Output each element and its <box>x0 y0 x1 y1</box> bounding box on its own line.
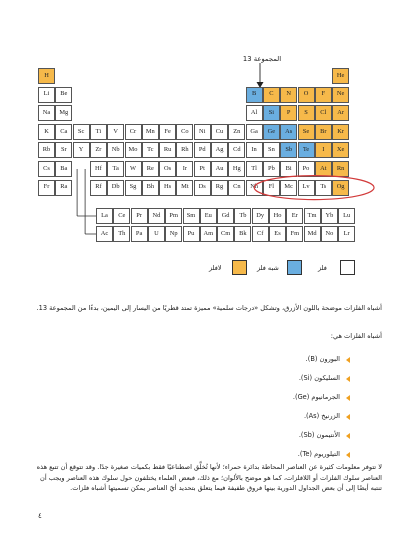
element-cell-al: Al <box>246 105 263 121</box>
element-cell-es: Es <box>269 226 286 242</box>
element-cell-ti: Ti <box>90 124 107 140</box>
list-item <box>230 355 350 365</box>
legend-nonmetal-label: لافلز <box>209 264 222 272</box>
element-cell-db: Db <box>107 180 124 196</box>
element-cell-tm: Tm <box>304 208 321 224</box>
list-item <box>230 412 350 422</box>
element-cell-sm: Sm <box>183 208 200 224</box>
element-cell-f: F <box>315 87 332 103</box>
element-cell-se: Se <box>298 124 315 140</box>
element-cell-pt: Pt <box>194 161 211 177</box>
legend-nonmetal-swatch <box>232 260 247 275</box>
element-cell-kr: Kr <box>332 124 349 140</box>
element-cell-rb: Rb <box>38 142 55 158</box>
element-cell-pr: Pr <box>131 208 148 224</box>
element-cell-si: Si <box>263 105 280 121</box>
element-cell-au: Au <box>211 161 228 177</box>
element-cell-w: W <box>125 161 142 177</box>
element-cell-ba: Ba <box>55 161 72 177</box>
element-cell-re: Re <box>142 161 159 177</box>
element-cell-ds: Ds <box>194 180 211 196</box>
element-cell-pd: Pd <box>194 142 211 158</box>
element-cell-u: U <box>148 226 165 242</box>
bullet-triangle-icon <box>346 395 350 401</box>
paragraph-red-circle-note: لا تتوفر معلومات كثيرة عن العناصر المحاطة بدائرة حمراء؛ لأنها تُخلَّق اصطناعيًا فقط بكميات صغيرة جدًا. وقد تتوقع أن تتبع هذه العناصر سلوك الفلزات أو اللافلزات، كما هو موضح بالألوان؛ مع ذلك، فبعض العلماء يختلفون حول سلوك هذه العناصر ويجب أن تنتبه أيضًا إلى أن بعض الجداول الدورية بينها فروق طفيفة فيما يتعلق بتحديد أيّ العناصر يمكن تسميتها أشباه فلزات. <box>36 463 382 492</box>
element-cell-in: In <box>246 142 263 158</box>
element-cell-y: Y <box>73 142 90 158</box>
element-cell-he: He <box>332 68 349 84</box>
legend-metalloid-label: شبه فلز <box>257 264 279 272</box>
element-cell-co: Co <box>176 124 193 140</box>
bullet-triangle-icon <box>346 357 350 363</box>
element-cell-tl: Tl <box>246 161 263 177</box>
paragraph-metalloids-intro: أشباه الفلزات موضحة باللون الأزرق، وتشكل «درجات سلمية» مميزة تمتد قطريًا من اليسار إلى اليمين، بدءًا من المجموعة 13. <box>36 304 382 312</box>
element-cell-i: I <box>315 142 332 158</box>
element-cell-as: As <box>280 124 297 140</box>
element-cell-ac: Ac <box>96 226 113 242</box>
element-cell-s: S <box>298 105 315 121</box>
bullet-triangle-icon <box>346 376 350 382</box>
element-cell-ru: Ru <box>159 142 176 158</box>
list-item <box>230 374 350 384</box>
element-cell-k: K <box>38 124 55 140</box>
element-cell-pu: Pu <box>183 226 200 242</box>
element-cell-yb: Yb <box>321 208 338 224</box>
element-cell-h: H <box>38 68 55 84</box>
element-cell-zr: Zr <box>90 142 107 158</box>
element-cell-cs: Cs <box>38 161 55 177</box>
legend-metal-swatch <box>340 260 355 275</box>
element-cell-o: O <box>298 87 315 103</box>
element-cell-hs: Hs <box>159 180 176 196</box>
element-cell-cf: Cf <box>252 226 269 242</box>
element-cell-cm: Cm <box>217 226 234 242</box>
element-cell-am: Am <box>200 226 217 242</box>
element-cell-nb: Nb <box>107 142 124 158</box>
legend-metal-label: فلز <box>318 264 327 272</box>
element-cell-mo: Mo <box>125 142 142 158</box>
list-item-label: الجرمانيوم (Ge). <box>292 393 340 401</box>
element-cell-mg: Mg <box>55 105 72 121</box>
element-cell-mt: Mt <box>176 180 193 196</box>
element-cell-mc: Mc <box>280 180 297 196</box>
element-cell-nd: Nd <box>148 208 165 224</box>
element-cell-po: Po <box>298 161 315 177</box>
element-cell-ts: Ts <box>315 180 332 196</box>
element-cell-og: Og <box>332 180 349 196</box>
element-cell-at: At <box>315 161 332 177</box>
element-cell-ir: Ir <box>176 161 193 177</box>
element-cell-ra: Ra <box>55 180 72 196</box>
bullet-triangle-icon <box>346 414 350 420</box>
element-cell-ho: Ho <box>269 208 286 224</box>
element-cell-zn: Zn <box>228 124 245 140</box>
element-cell-cu: Cu <box>211 124 228 140</box>
list-item-label: البورون (B). <box>305 355 340 363</box>
element-cell-sc: Sc <box>73 124 90 140</box>
element-cell-fl: Fl <box>263 180 280 196</box>
element-cell-lv: Lv <box>298 180 315 196</box>
element-cell-eu: Eu <box>200 208 217 224</box>
element-cell-gd: Gd <box>217 208 234 224</box>
element-cell-sg: Sg <box>125 180 142 196</box>
element-cell-ag: Ag <box>211 142 228 158</box>
element-cell-ce: Ce <box>113 208 130 224</box>
element-cell-lu: Lu <box>338 208 355 224</box>
list-item <box>230 393 350 403</box>
element-cell-fm: Fm <box>286 226 303 242</box>
list-item-label: السليكون (Si). <box>298 374 340 382</box>
element-cell-p: P <box>280 105 297 121</box>
element-cell-cr: Cr <box>125 124 142 140</box>
element-cell-xe: Xe <box>332 142 349 158</box>
page-number: ٤ <box>38 512 42 520</box>
element-cell-rf: Rf <box>90 180 107 196</box>
element-cell-v: V <box>107 124 124 140</box>
element-cell-hg: Hg <box>228 161 245 177</box>
list-item-label: الأنتيمون (Sb). <box>298 431 340 439</box>
element-cell-tc: Tc <box>142 142 159 158</box>
element-cell-dy: Dy <box>252 208 269 224</box>
element-cell-rg: Rg <box>211 180 228 196</box>
list-item <box>230 431 350 441</box>
element-cell-b: B <box>246 87 263 103</box>
element-cell-br: Br <box>315 124 332 140</box>
group13-annotation: المجموعة 13 <box>242 55 282 63</box>
bullet-triangle-icon <box>346 452 350 458</box>
element-cell-ne: Ne <box>332 87 349 103</box>
element-cell-mn: Mn <box>142 124 159 140</box>
element-cell-nh: Nh <box>246 180 263 196</box>
element-cell-c: C <box>263 87 280 103</box>
list-intro: أشباه الفلزات هي: <box>330 332 382 340</box>
element-cell-bi: Bi <box>280 161 297 177</box>
element-cell-n: N <box>280 87 297 103</box>
element-cell-fe: Fe <box>159 124 176 140</box>
element-cell-no: No <box>321 226 338 242</box>
element-cell-la: La <box>96 208 113 224</box>
element-cell-ar: Ar <box>332 105 349 121</box>
element-cell-te: Te <box>298 142 315 158</box>
element-cell-be: Be <box>55 87 72 103</box>
element-cell-ca: Ca <box>55 124 72 140</box>
element-cell-rh: Rh <box>176 142 193 158</box>
element-cell-pa: Pa <box>131 226 148 242</box>
element-cell-fr: Fr <box>38 180 55 196</box>
element-cell-pb: Pb <box>263 161 280 177</box>
element-cell-sb: Sb <box>280 142 297 158</box>
element-cell-ge: Ge <box>263 124 280 140</box>
element-cell-th: Th <box>113 226 130 242</box>
element-cell-ga: Ga <box>246 124 263 140</box>
element-cell-bk: Bk <box>234 226 251 242</box>
element-cell-sn: Sn <box>263 142 280 158</box>
list-item-label: الزرنيخ (As). <box>303 412 340 420</box>
element-cell-cl: Cl <box>315 105 332 121</box>
list-item-label: التيلوريوم (Te). <box>297 450 340 458</box>
element-cell-na: Na <box>38 105 55 121</box>
list-item <box>230 450 350 460</box>
element-cell-pm: Pm <box>165 208 182 224</box>
element-cell-sr: Sr <box>55 142 72 158</box>
element-cell-md: Md <box>304 226 321 242</box>
legend-metalloid-swatch <box>287 260 302 275</box>
element-cell-lr: Lr <box>338 226 355 242</box>
element-cell-os: Os <box>159 161 176 177</box>
element-cell-ta: Ta <box>107 161 124 177</box>
bullet-triangle-icon <box>346 433 350 439</box>
element-cell-li: Li <box>38 87 55 103</box>
element-cell-cd: Cd <box>228 142 245 158</box>
element-cell-ni: Ni <box>194 124 211 140</box>
element-cell-cn: Cn <box>228 180 245 196</box>
group13-arrow <box>255 63 267 89</box>
element-cell-er: Er <box>286 208 303 224</box>
element-cell-bh: Bh <box>142 180 159 196</box>
element-cell-np: Np <box>165 226 182 242</box>
element-cell-rn: Rn <box>332 161 349 177</box>
element-cell-hf: Hf <box>90 161 107 177</box>
element-cell-tb: Tb <box>234 208 251 224</box>
